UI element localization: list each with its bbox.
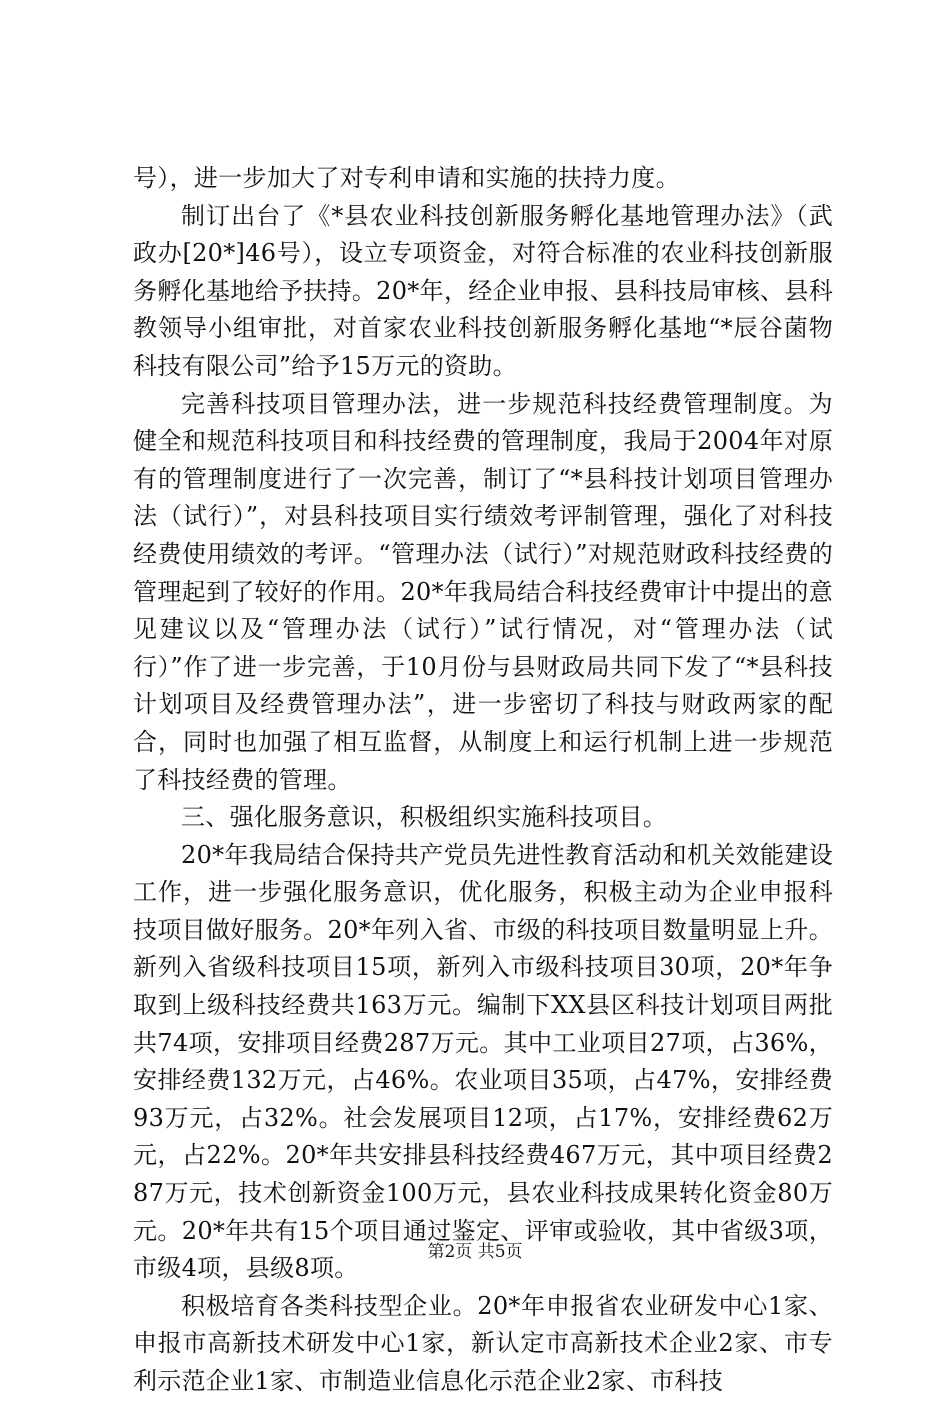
document-body (133, 160, 833, 1401)
paragraph-incubation-base-policy: 制订出台了《*县农业科技创新服务孵化基地管理办法》（武政办[20*]46号），设立专项资金，对符合标准的农业科技创新服务孵化基地给予扶持。20*年，经企业申报、县科技局审核、县科教领导小组审批，对首家农业科技创新服务孵化基地“*辰谷菌物科技有限公司”给予15万元的资助。 (133, 201, 833, 380)
page-number-footer: 第2页 共5页 (427, 1242, 523, 1262)
paragraph-continuation: 号），进一步加大了对专利申请和实施的扶持力度。 (133, 164, 680, 192)
paragraph-project-management: 完善科技项目管理办法，进一步规范科技经费管理制度。为健全和规范科技项目和科技经费的管理制度，我局于2004年对原有的管理制度进行了一次完善，制订了“*县科技计划项目管理办法（试行）”，对县科技项目实行绩效考评制管理，强化了对科技经费使用绩效的考评。“管理办法（试行）”对规范财政科技经费的管理起到了较好的作用。20*年我局结合科技经费审计中提出的意见建议以及“管理办法（试行）”试行情况，对“管理办法（试行）”作了进一步完善，于10月份与县财政局共同下发了“*县科技计划项目及经费管理办法”，进一步密切了科技与财政两家的配合，同时也加强了相互监督，从制度上和运行机制上进一步规范了科技经费的管理。 (133, 389, 833, 794)
section-heading-three: 三、强化服务意识，积极组织实施科技项目。 (181, 803, 667, 832)
paragraph-project-implementation: 20*年我局结合保持共产党员先进性教育活动和机关效能建设工作，进一步强化服务意识，优化服务，积极主动为企业申报科技项目做好服务。20*年列入省、市级的科技项目数量明显上升。新列入省级科技项目15项，新列入市级科技项目30项，20*年争取到上级科技经费共163万元。编制下XX县区科技计划项目两批共74项，安排项目经费287万元。其中工业项目27项，占36%，安排经费132万元，占46%。农业项目35项，占47%，安排经费93万元，占32%。社会发展项目12项，占17%，安排经费62万元，占22%。20*年共安排县科技经费467万元，其中项目经费287万元，技术创新资金100万元，县农业科技成果转化资金80万元。20*年共有15个项目通过鉴定、评审或验收，其中省级3项，市级4项，县级8项。 (133, 840, 833, 1283)
paragraph-tech-enterprises: 积极培育各类科技型企业。20*年申报省农业研发中心1家、申报市高新技术研发中心1家，新认定市高新技术企业2家、市专利示范企业1家、市制造业信息化示范企业2家、市科技 (133, 1291, 833, 1395)
